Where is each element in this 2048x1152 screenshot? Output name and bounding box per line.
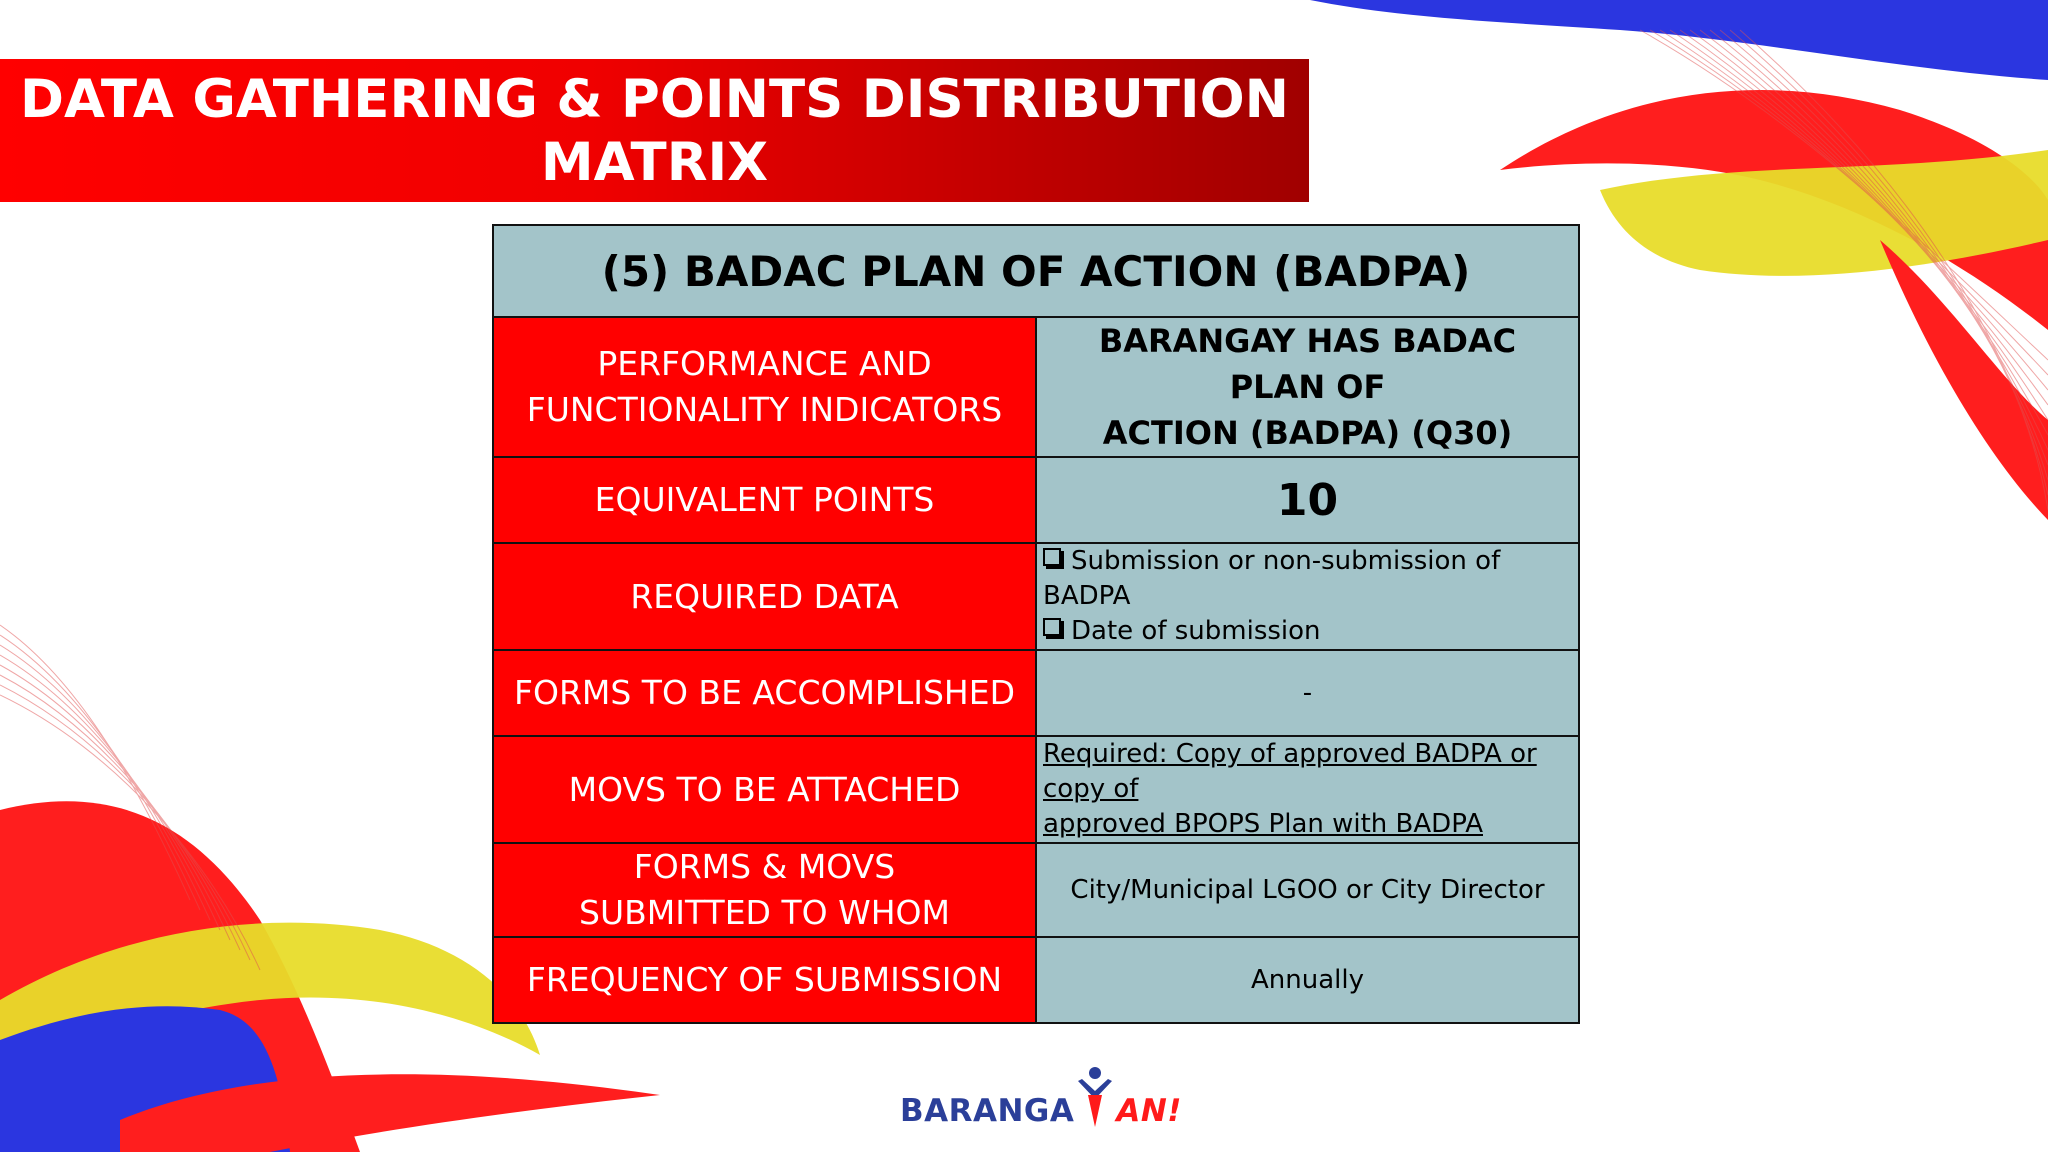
table-header-row [493,225,1579,317]
row-value-indicator [1036,317,1579,457]
row-value-points: 10 [1036,457,1579,543]
label-line: SUBMITTED TO WHOM [579,893,950,932]
row-label-movs: MOVS TO BE ATTACHED [493,736,1036,843]
row-value-movs [1036,736,1579,843]
row-label-submitted-to [493,843,1036,937]
row-label-equivalent-points: EQUIVALENT POINTS [493,457,1036,543]
table-row [493,317,1579,457]
value-line: ACTION (BADPA) (Q30) [1102,414,1513,452]
table-row [493,937,1579,1023]
title-line-2: MATRIX [540,131,769,193]
list-item-text: Submission or non-submission of BADPA [1043,546,1501,611]
value-line: BARANGAY HAS BADAC PLAN OF [1098,322,1517,406]
logo-text-part2: AN! [1116,1093,1182,1129]
checkbox-icon [1043,618,1061,636]
row-value-frequency: Annually [1036,937,1579,1023]
label-line: PERFORMANCE AND [597,344,932,383]
table-row [493,843,1579,937]
list-item [1043,544,1568,614]
list-item [1043,614,1568,649]
title-line-1: DATA GATHERING & POINTS DISTRIBUTION [19,68,1290,130]
list-item-text: Date of submission [1071,616,1321,646]
table-header: (5) BADAC PLAN OF ACTION (BADPA) [493,225,1579,317]
person-figure-icon [1076,1065,1114,1129]
label-line: FORMS & MOVS [633,847,896,886]
checkbox-icon [1043,548,1061,566]
row-value-forms: - [1036,650,1579,736]
row-label-frequency: FREQUENCY OF SUBMISSION [493,937,1036,1023]
table-row [493,457,1579,543]
logo-text-part1: BARANGA [900,1093,1075,1129]
row-value-submitted-to: City/Municipal LGOO or City Director [1036,843,1579,937]
movs-line: Required: Copy of approved BADPA or copy of [1043,739,1537,804]
label-line: FUNCTIONALITY INDICATORS [526,390,1003,429]
row-label-required-data: REQUIRED DATA [493,543,1036,650]
barangayan-logo [900,1065,1182,1129]
wave-blue-top [1310,0,2048,80]
row-value-required-data [1036,543,1579,650]
points-distribution-matrix [492,224,1580,1024]
row-label-forms: FORMS TO BE ACCOMPLISHED [493,650,1036,736]
movs-line: approved BPOPS Plan with BADPA [1043,809,1483,839]
table-row [493,650,1579,736]
table-row [493,543,1579,650]
table-row [493,736,1579,843]
row-label-indicators [493,317,1036,457]
title-banner [0,59,1309,202]
